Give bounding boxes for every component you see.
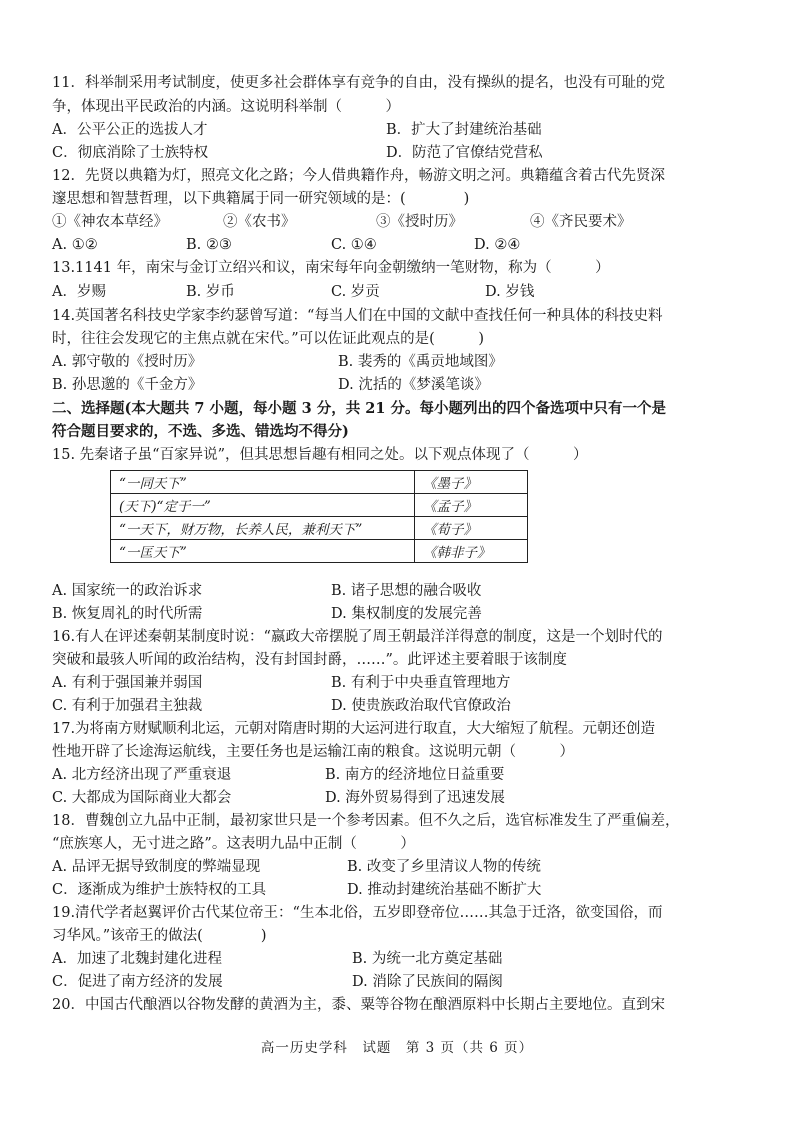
q13-stem: 13.1141 年，南宋与金订立绍兴和议，南宋每年向金朝缴纳一笔财物，称为（ ） xyxy=(52,260,610,276)
q19-option-b: B. 为统一北方奠定基础 xyxy=(352,951,503,967)
section-2-heading-line1: 二、选择题(本大题共 7 小题，每小题 3 分，共 21 分。每小题列出的四个备选项中只有一个是 xyxy=(52,400,667,417)
q13-option-b: B. 岁币 xyxy=(186,284,235,300)
q18-stem-line1: 18．曹魏创立九品中正制，最初家世只是一个参考因素。但不久之后，选官标准发生了严重偏差， xyxy=(52,813,680,829)
q19-stem-line1: 19.清代学者赵翼评价古代某位帝王：“生本北俗，五岁即登帝位……其急于迁洛，欲变国俗，而 xyxy=(52,905,663,921)
q20-stem-line1: 20．中国古代酿酒以谷物发酵的黄酒为主，黍、粟等谷物在酿酒原料中长期占主要地位。直到宋 xyxy=(52,997,665,1013)
source-cell: 《荀子》 xyxy=(415,517,528,540)
page-footer: 高一历史学科 试题 第 3 页（共 6 页） xyxy=(260,1040,534,1056)
table-row xyxy=(111,471,528,494)
q11-option-d: D．防范了官僚结党营私 xyxy=(386,145,543,161)
q13-option-d: D. 岁钱 xyxy=(485,284,535,300)
source-cell: 《韩非子》 xyxy=(415,540,528,563)
q18-stem-line2: “庶族寒人，无寸进之路”。这表明九品中正制（ ） xyxy=(52,836,415,852)
q13-option-a: A．岁赐 xyxy=(52,284,106,300)
q17-stem-line1: 17.为将南方财赋顺利北运，元朝对隋唐时期的大运河进行取直，大大缩短了航程。元朝还创造 xyxy=(52,721,656,737)
q17-option-a: A. 北方经济出现了严重衰退 xyxy=(52,767,232,783)
q17-stem-line2: 性地开辟了长途海运航线，主要任务也是运输江南的粮食。这说明元朝（ ） xyxy=(52,744,574,760)
source-cell: 《墨子》 xyxy=(415,471,528,494)
q18-option-c: C．逐渐成为维护士族特权的工具 xyxy=(52,882,267,898)
q16-option-a: A. 有利于强国兼并弱国 xyxy=(52,675,203,691)
q18-option-b: B. 改变了乡里清议人物的传统 xyxy=(347,859,541,875)
table-row xyxy=(111,540,528,563)
q13-option-c: C. 岁贡 xyxy=(331,284,380,300)
section-2-heading-line2: 符合题目要求的，不选、多选、错选均不得分) xyxy=(52,423,349,440)
q15-option-d: D. 集权制度的发展完善 xyxy=(331,606,482,622)
q12-book-4: ④《齐民要术》 xyxy=(530,214,632,230)
q11-stem-line2: 争，体现出平民政治的内涵。这说明科举制（ ） xyxy=(52,99,400,115)
q16-option-c: C. 有利于加强君主独裁 xyxy=(52,698,203,714)
quote-cell: “一匡天下” xyxy=(111,540,415,563)
q19-stem-line2: 习华风。”该帝王的做法( ) xyxy=(52,928,267,944)
q11-option-a: A．公平公正的选拔人才 xyxy=(52,122,208,138)
q19-option-d: D. 消除了民族间的隔阂 xyxy=(352,974,503,990)
q12-option-d: D. ②④ xyxy=(474,237,521,253)
q11-stem-line1: 11．科举制采用考试制度，使更多社会群体享有竞争的自由，没有操纵的提名，也没有可耻的党 xyxy=(52,75,665,91)
q16-option-d: D. 使贵族政治取代官僚政治 xyxy=(331,698,511,714)
q16-stem-line1: 16.有人在评述秦朝某制度时说：“嬴政大帝摆脱了周王朝最洋洋得意的制度，这是一个划时代的 xyxy=(52,629,663,645)
q16-option-b: B. 有利于中央垂直管理地方 xyxy=(331,675,511,691)
quote-cell: (天下)“定于一” xyxy=(111,494,415,517)
q14-option-a: A. 郭守敬的《授时历》 xyxy=(52,354,203,370)
q14-option-b: B. 裴秀的《禹贡地域图》 xyxy=(338,354,503,370)
q15-option-b: B. 诸子思想的融合吸收 xyxy=(331,583,482,599)
q15-quote-table xyxy=(110,470,528,563)
q12-option-c: C. ①④ xyxy=(331,237,377,253)
quote-cell: “一天下，财万物，长养人民，兼利天下” xyxy=(111,517,415,540)
q12-book-3: ③《授时历》 xyxy=(376,214,463,230)
q16-stem-line2: 突破和最骇人听闻的政治结构，没有封国封爵，……”。此评述主要着眼于该制度 xyxy=(52,652,567,668)
q17-option-d: D. 海外贸易得到了迅速发展 xyxy=(325,790,505,806)
q12-option-b: B. ②③ xyxy=(186,237,232,253)
q14-option-c: B. 孙思邈的《千金方》 xyxy=(52,377,203,393)
table-row xyxy=(111,517,528,540)
q15-option-c: B. 恢复周礼的时代所需 xyxy=(52,606,203,622)
q12-option-a: A. ①② xyxy=(52,237,98,253)
q19-option-c: C．促进了南方经济的发展 xyxy=(52,974,223,990)
q15-stem: 15. 先秦诸子虽“百家异说”，但其思想旨趣有相同之处。以下观点体现了（ ） xyxy=(52,447,588,463)
q18-option-a: A. 品评无据导致制度的弊端显现 xyxy=(52,859,261,875)
source-cell: 《孟子》 xyxy=(415,494,528,517)
q12-book-1: ①《神农本草经》 xyxy=(52,214,168,230)
q11-option-b: B．扩大了封建统治基础 xyxy=(386,122,542,138)
q14-stem-line1: 14.英国著名科技史学家李约瑟曾写道：“每当人们在中国的文献中查找任何一种具体的科技史料 xyxy=(52,308,663,324)
q12-book-2: ②《农书》 xyxy=(223,214,296,230)
q12-stem-line1: 12．先贤以典籍为灯，照亮文化之路；今人借典籍作舟，畅游文明之河。典籍蕴含着古代先贤深 xyxy=(52,168,665,184)
quote-cell: “一同天下” xyxy=(111,471,415,494)
q18-option-d: D. 推动封建统治基础不断扩大 xyxy=(347,882,542,898)
q12-stem-line2: 邃思想和智慧哲理，以下典籍属于同一研究领域的是：( ) xyxy=(52,191,470,207)
q15-option-a: A. 国家统一的政治诉求 xyxy=(52,583,203,599)
q14-option-d: D. 沈括的《梦溪笔谈》 xyxy=(338,377,489,393)
q14-stem-line2: 时，往往会发现它的主焦点就在宋代。”可以佐证此观点的是( ) xyxy=(52,331,484,347)
q19-option-a: A．加速了北魏封建化进程 xyxy=(52,951,222,967)
q17-option-c: C. 大都成为国际商业大都会 xyxy=(52,790,232,806)
table-row xyxy=(111,494,528,517)
q17-option-b: B. 南方的经济地位日益重要 xyxy=(325,767,505,783)
q11-option-c: C．彻底消除了士族特权 xyxy=(52,145,209,161)
